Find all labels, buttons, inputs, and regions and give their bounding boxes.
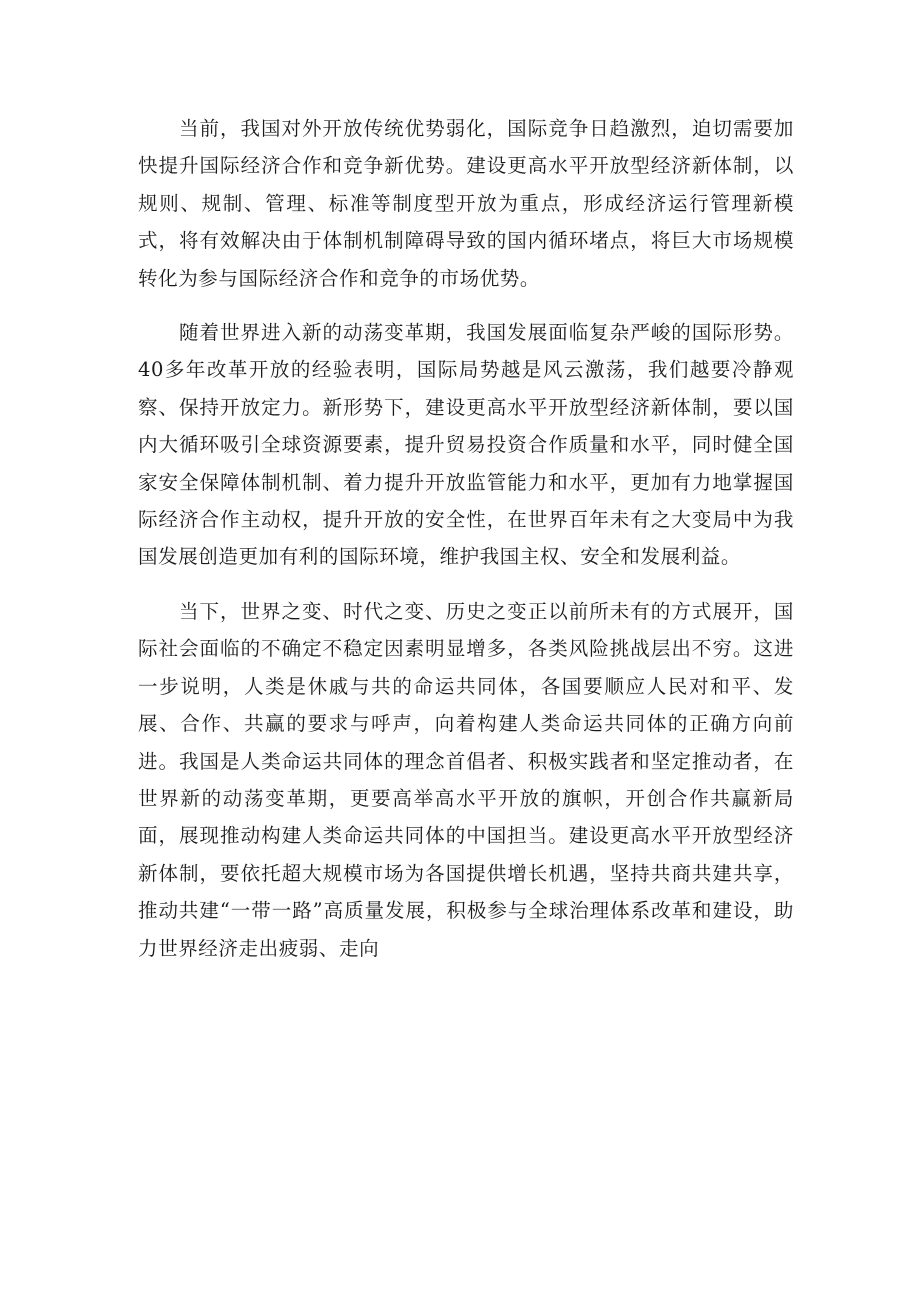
document-body	[138, 110, 794, 984]
paragraph-2: 随着世界进入新的动荡变革期，我国发展面临复杂严峻的国际形势。40多年改革开放的经验表明，国际局势越是风云激荡，我们越要冷静观察、保持开放定力。新形势下，建设更高水平开放型经济新体制，要以国内大循环吸引全球资源要素，提升贸易投资合作质量和水平，同时健全国家安全保障体制机制、着力提升开放监管能力和水平，更加有力地掌握国际经济合作主动权，提升开放的安全性，在世界百年未有之大变局中为我国发展创造更加有利的国际环境，维护我国主权、安全和发展利益。	[138, 321, 794, 569]
paragraph-3: 当下，世界之变、时代之变、历史之变正以前所未有的方式展开，国际社会面临的不确定不稳定因素明显增多，各类风险挑战层出不穷。这进一步说明，人类是休戚与共的命运共同体，各国要顺应人民对和平、发展、合作、共赢的要求与呼声，向着构建人类命运共同体的正确方向前进。我国是人类命运共同体的理念首倡者、积极实践者和坚定推动者，在世界新的动荡变革期，更要高举高水平开放的旗帜，开创合作共赢新局面，展现推动构建人类命运共同体的中国担当。建设更高水平开放型经济新体制，要依托超大规模市场为各国提供增长机遇，坚持共商共建共享，推动共建“一带一路”高质量发展，积极参与全球治理体系改革和建设，助力世界经济走出疲弱、走向	[138, 599, 794, 960]
paragraph-1: 当前，我国对外开放传统优势弱化，国际竞争日趋激烈，迫切需要加快提升国际经济合作和竞争新优势。建设更高水平开放型经济新体制，以规则、规制、管理、标准等制度型开放为重点，形成经济运行管理新模式，将有效解决由于体制机制障碍导致的国内循环堵点，将巨大市场规模转化为参与国际经济合作和竞争的市场优势。	[138, 117, 794, 290]
